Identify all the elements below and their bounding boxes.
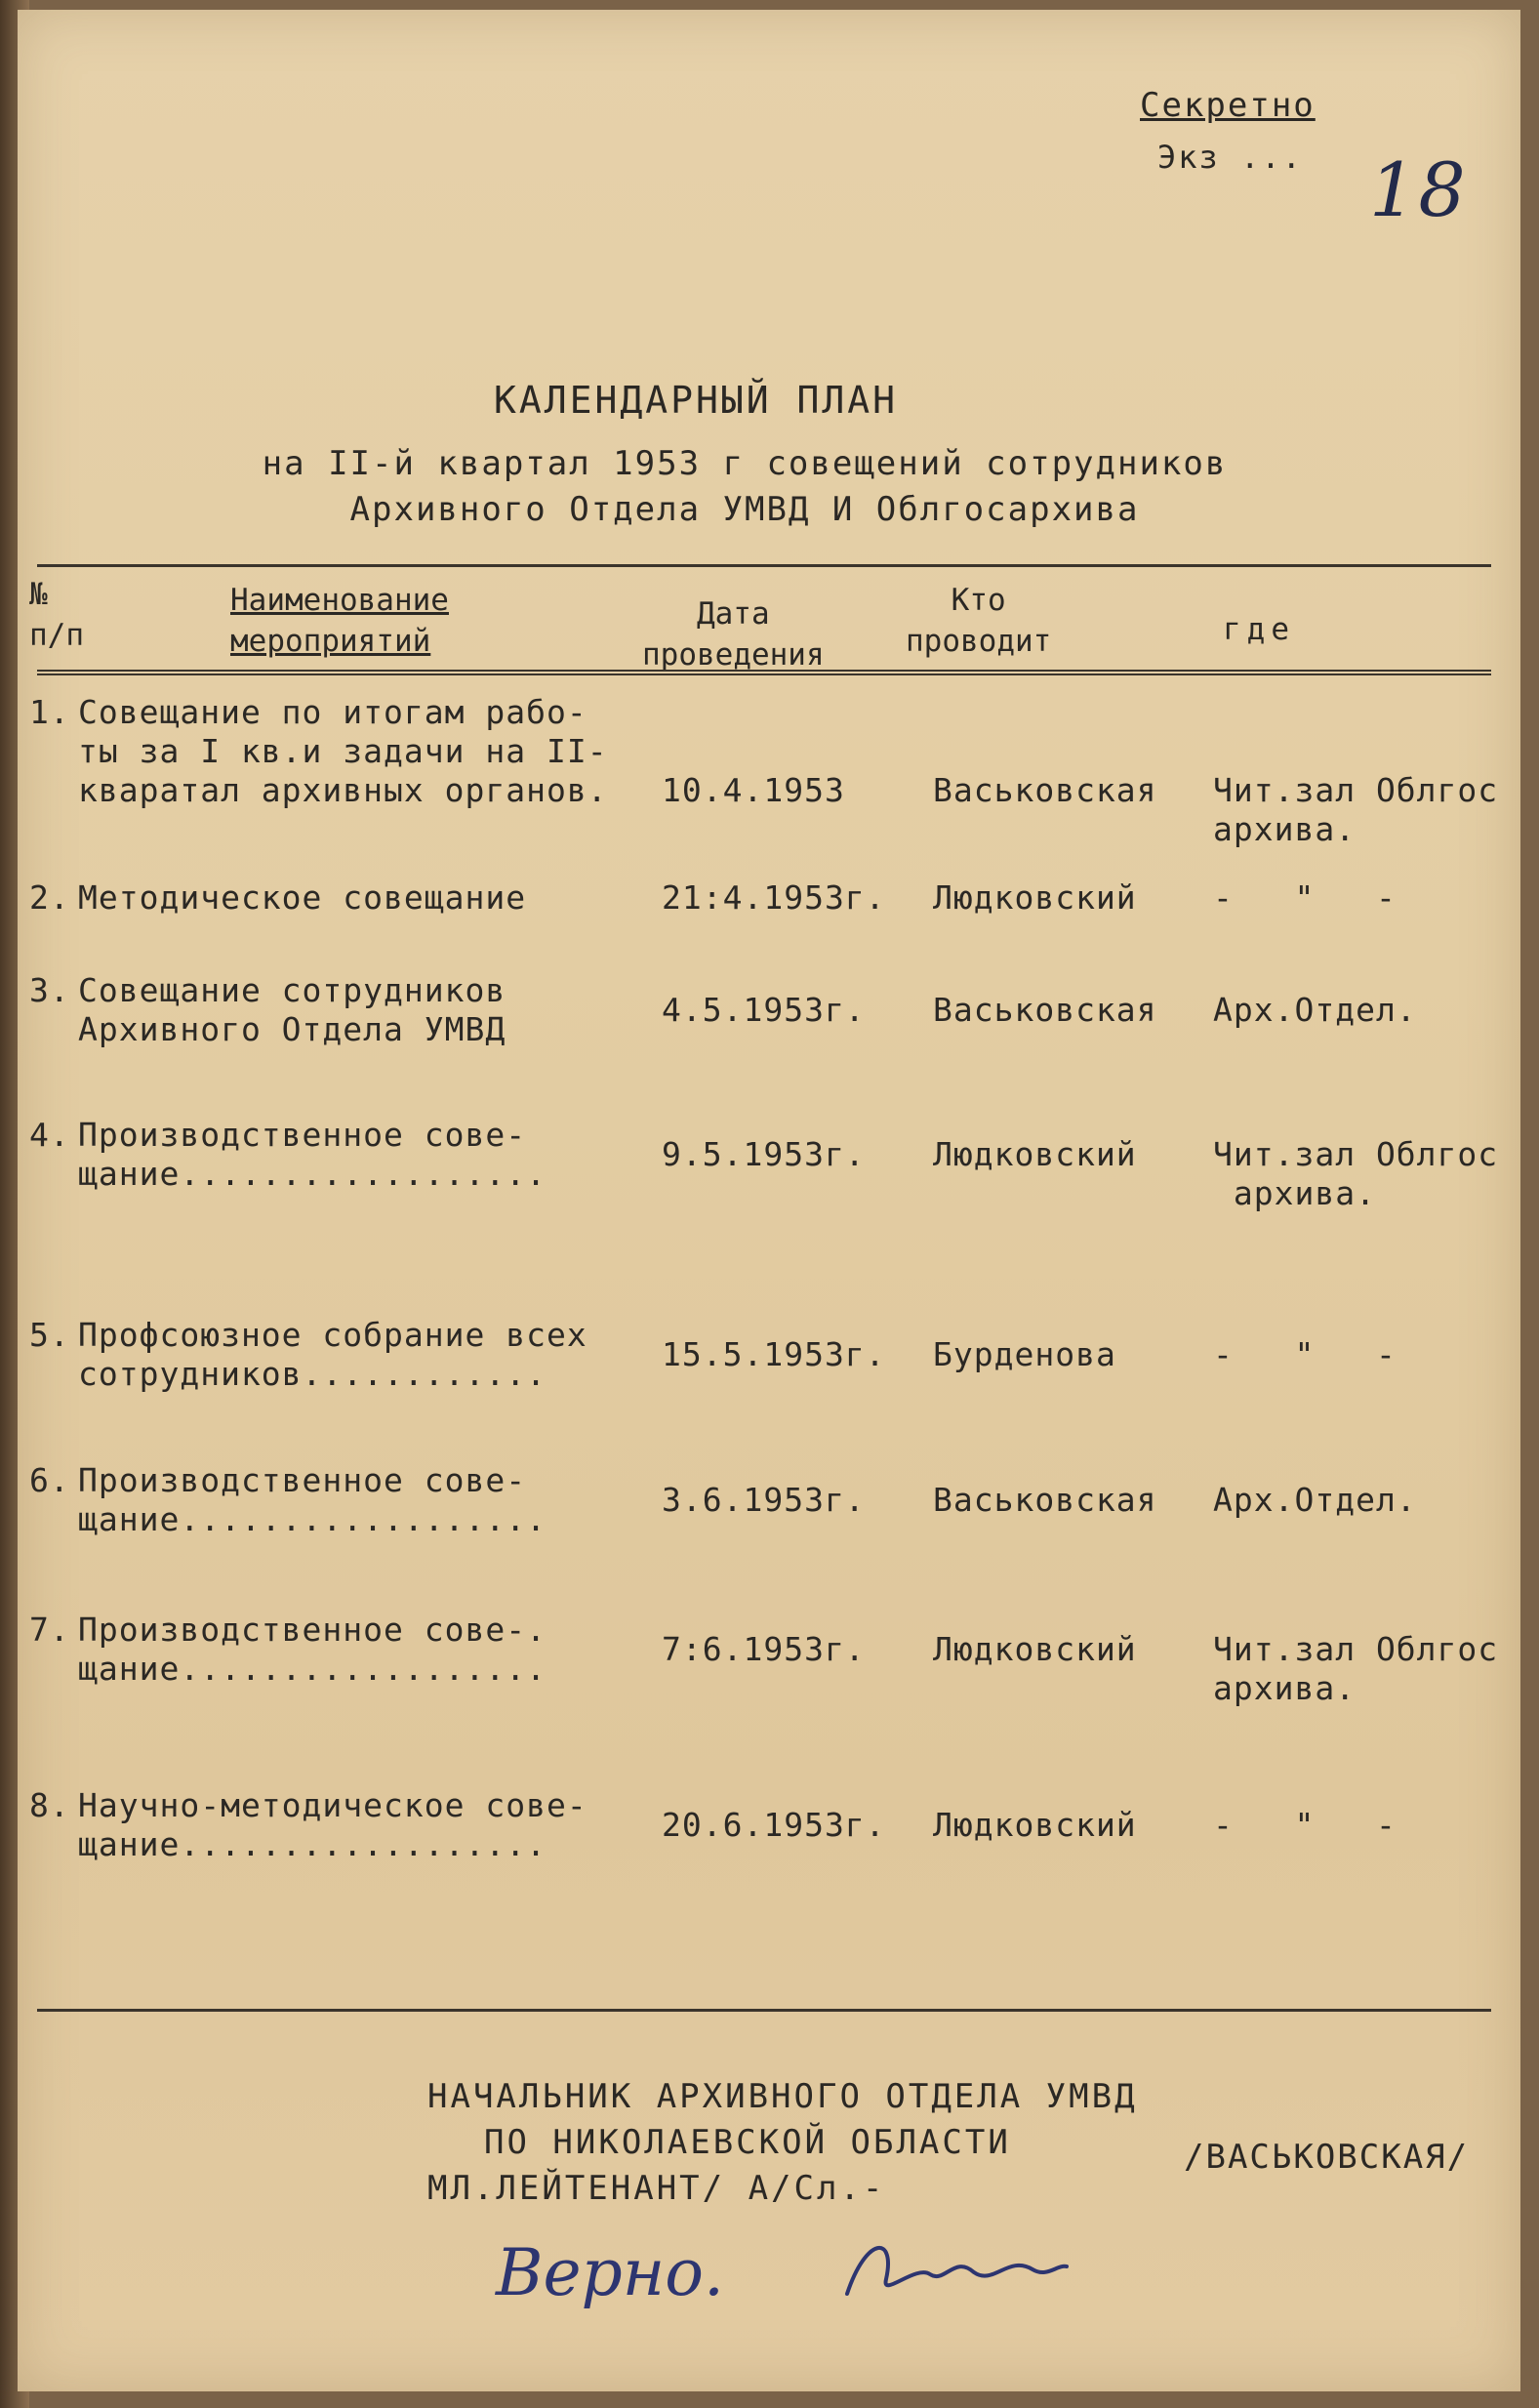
row-location: Арх.Отдел. [1213,1481,1417,1519]
row-event-name: Производственное сове- щание.................. [78,1116,547,1193]
copy-number: Экз ... [1157,139,1303,176]
classification-label: Секретно [1140,86,1316,125]
row-event-name: Научно-методическое сове- щание.................. [78,1786,587,1863]
row-event-name: Совещание сотрудников Архивного Отдела УМВД [78,971,506,1048]
row-responsible: Васьковская [933,991,1157,1029]
row-responsible: Бурденова [933,1335,1116,1373]
row-date: 10.4.1953 [662,771,845,809]
header-where: где [1223,612,1295,647]
row-location: - " - [1213,1335,1397,1373]
row-responsible: Людковский [933,1135,1137,1173]
row-number: 5. [29,1316,70,1354]
row-responsible: Васьковская [933,771,1157,809]
row-location: - " - [1213,878,1397,917]
document-title: КАЛЕНДАРНЫЙ ПЛАН [493,379,899,422]
row-number: 2. [29,878,70,917]
row-responsible: Людковский [933,1806,1137,1844]
row-location: Чит.зал Облгос архива. [1213,1135,1499,1212]
row-date: 4.5.1953г. [662,991,866,1029]
row-location: Чит.зал Облгос архива. [1213,771,1499,848]
document-subtitle-line1: на II-й квартал 1953 г совещений сотрудников [262,444,1228,483]
row-number: 8. [29,1786,70,1824]
row-date: 3.6.1953г. [662,1481,866,1519]
document-subtitle-line2: Архивного Отдела УМВД И Облгосархива [349,490,1140,529]
header-num: № п/п [29,577,84,653]
row-event-name: Методическое совещание [78,878,527,917]
footer-position-line2: ПО НИКОЛАЕВСКОЙ ОБЛАСТИ [484,2123,1011,2162]
row-number: 4. [29,1116,70,1154]
header-name: Наименование мероприятий [230,583,449,659]
row-number: 6. [29,1461,70,1499]
row-location: Чит.зал Облгос архива. [1213,1630,1499,1707]
row-date: 9.5.1953г. [662,1135,866,1173]
document-page [18,10,1520,2391]
row-responsible: Людковский [933,1630,1137,1668]
row-event-name: Совещание по итогам рабо- ты за I кв.и задачи на II- кваратал архивных органов. [78,693,608,809]
row-location: - " - [1213,1806,1397,1844]
header-date: Дата проведения [642,596,825,673]
row-event-name: Производственное сове- щание.................. [78,1461,547,1538]
handwritten-signature [837,2225,1072,2313]
row-date: 20.6.1953г. [662,1806,886,1844]
row-responsible: Людковский [933,878,1137,917]
corner-page-mark: 18 [1369,146,1468,233]
row-date: 7:6.1953г. [662,1630,866,1668]
footer-position-line1: НАЧАЛЬНИК АРХИВНОГО ОТДЕЛА УМВД [427,2077,1138,2116]
row-number: 3. [29,971,70,1009]
table-bottom-rule [37,2009,1491,2012]
row-number: 7. [29,1611,70,1649]
row-number: 1. [29,693,70,731]
footer-rank-line: МЛ.ЛЕЙТЕНАНТ/ А/Сл.- [427,2169,886,2208]
signer-name: /ВАСЬКОВСКАЯ/ [1184,2138,1470,2177]
header-who: Кто проводит [906,583,1052,659]
row-date: 15.5.1953г. [662,1335,886,1373]
handwritten-verno: Верно. [496,2235,724,2310]
table-top-rule [37,564,1491,567]
table-header-rule [37,670,1491,675]
row-date: 21:4.1953г. [662,878,886,917]
row-location: Арх.Отдел. [1213,991,1417,1029]
row-event-name: Производственное сове-. щание.................. [78,1611,547,1688]
row-responsible: Васьковская [933,1481,1157,1519]
row-event-name: Профсоюзное собрание всех сотрудников............ [78,1316,587,1393]
